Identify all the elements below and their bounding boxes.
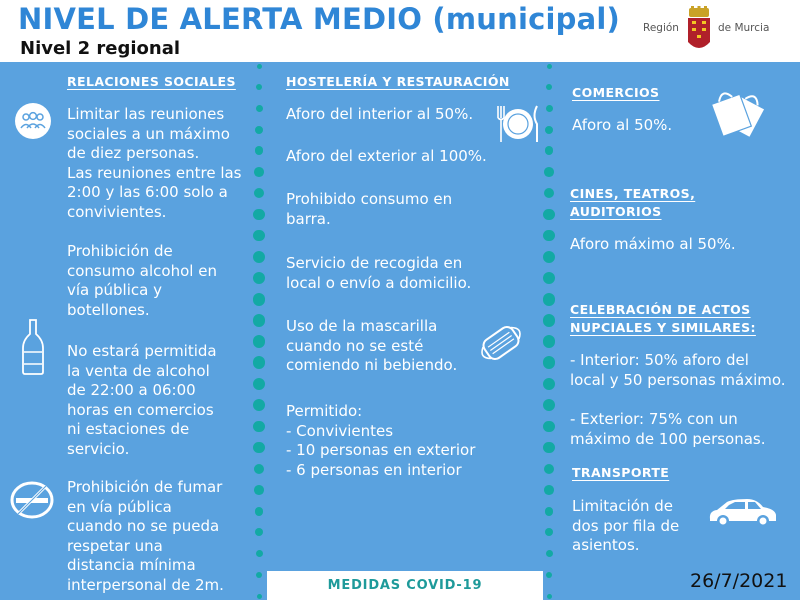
plate-cutlery-icon xyxy=(495,104,541,144)
cinemas-text: Aforo máximo al 50%. xyxy=(570,235,736,253)
page-subtitle: Nivel 2 regional xyxy=(20,38,181,59)
logo-text-left: Región xyxy=(643,22,679,34)
separator-dot xyxy=(545,146,554,155)
header-banner xyxy=(0,0,800,62)
social-relations-text-3: No estará permitida la venta de alcohol de 22:00 a 06:00 horas en comercios ni estaciones de servicio. xyxy=(67,342,217,458)
separator-dot xyxy=(544,188,554,198)
separator-dot xyxy=(257,64,262,69)
weddings-text-2: - Exterior: 75% con un máximo de 100 personas. xyxy=(570,410,766,448)
weddings-text-1: - Interior: 50% aforo del local y 50 personas máximo. xyxy=(570,351,786,389)
cinemas-heading: CINES, TEATROS, AUDITORIOS xyxy=(570,186,696,219)
crest-icon xyxy=(685,6,713,56)
commerce-text: Aforo al 50%. xyxy=(572,116,673,134)
transport-heading: TRANSPORTE xyxy=(572,465,670,480)
bottle-icon xyxy=(20,318,46,376)
separator-dot xyxy=(544,485,554,495)
separator-dot xyxy=(543,272,556,285)
separator-dot xyxy=(543,230,555,242)
separator-dot xyxy=(256,84,262,90)
separator-dot xyxy=(257,594,262,599)
separator-dot xyxy=(546,572,552,578)
separator-dot xyxy=(547,64,552,69)
separator-dot xyxy=(254,464,264,474)
footer-banner xyxy=(267,571,543,600)
people-icon xyxy=(14,102,52,140)
separator-dot xyxy=(543,356,556,369)
social-relations-text-4: Prohibición de fumar en vía pública cuando no se pueda respetar una distancia mínima interpersonal de 2m. xyxy=(67,478,224,594)
separator-dot xyxy=(543,209,554,220)
publication-date: 26/7/2021 xyxy=(690,570,788,592)
separator-dot xyxy=(543,442,554,453)
separator-dot xyxy=(543,399,555,411)
hospitality-text-6: Permitido: - Convivientes - 10 personas en exterior - 6 personas en interior xyxy=(286,402,476,479)
hospitality-text-2: Aforo del exterior al 100%. xyxy=(286,147,487,165)
separator-dot xyxy=(543,378,556,391)
weddings-heading: CELEBRACIÓN DE ACTOS NUPCIALES Y SIMILARES: xyxy=(570,302,756,335)
separator-dot xyxy=(545,507,554,516)
hospitality-text-5: Uso de la mascarilla cuando no se esté comiendo ni bebiendo. xyxy=(286,317,458,374)
separator-dot xyxy=(546,105,553,112)
separator-dot xyxy=(546,84,552,90)
transport-text: Limitación de dos por fila de asientos. xyxy=(572,497,680,554)
page-title: NIVEL DE ALERTA MEDIO (municipal) xyxy=(18,2,620,36)
separator-dot xyxy=(546,550,553,557)
hospitality-text-1: Aforo del interior al 50%. xyxy=(286,105,474,123)
separator-dot xyxy=(543,293,556,306)
footer-label: MEDIDAS COVID-19 xyxy=(327,578,483,593)
no-smoking-icon xyxy=(10,480,54,520)
mask-icon xyxy=(472,322,530,364)
separator-dot xyxy=(544,167,554,177)
separator-dot xyxy=(545,126,553,134)
separator-dot xyxy=(543,421,555,433)
hospitality-text-3: Prohibido consumo en barra. xyxy=(286,190,453,228)
hospitality-heading: HOSTELERÍA Y RESTAURACIÓN xyxy=(286,74,510,89)
separator-dot xyxy=(543,335,556,348)
separator-dot xyxy=(545,528,553,536)
separator-dot xyxy=(253,230,265,242)
car-icon xyxy=(707,497,779,529)
social-relations-text-2: Prohibición de consumo alcohol en vía pública y botellones. xyxy=(67,242,217,319)
separator-dot xyxy=(543,314,556,327)
hospitality-text-4: Servicio de recogida en local o envío a domicilio. xyxy=(286,254,472,292)
separator-dot xyxy=(547,594,552,599)
commerce-heading: COMERCIOS xyxy=(572,85,660,100)
social-relations-heading: RELACIONES SOCIALES xyxy=(67,74,236,89)
separator-dot xyxy=(544,464,554,474)
region-logo xyxy=(643,6,778,56)
social-relations-text-1: Limitar las reuniones sociales a un máximo de diez personas. Las reuniones entre las 2:00 y las 6:00 solo a convivientes. xyxy=(67,105,242,221)
logo-text-right: de Murcia xyxy=(718,22,770,34)
separator-dot xyxy=(543,251,555,263)
